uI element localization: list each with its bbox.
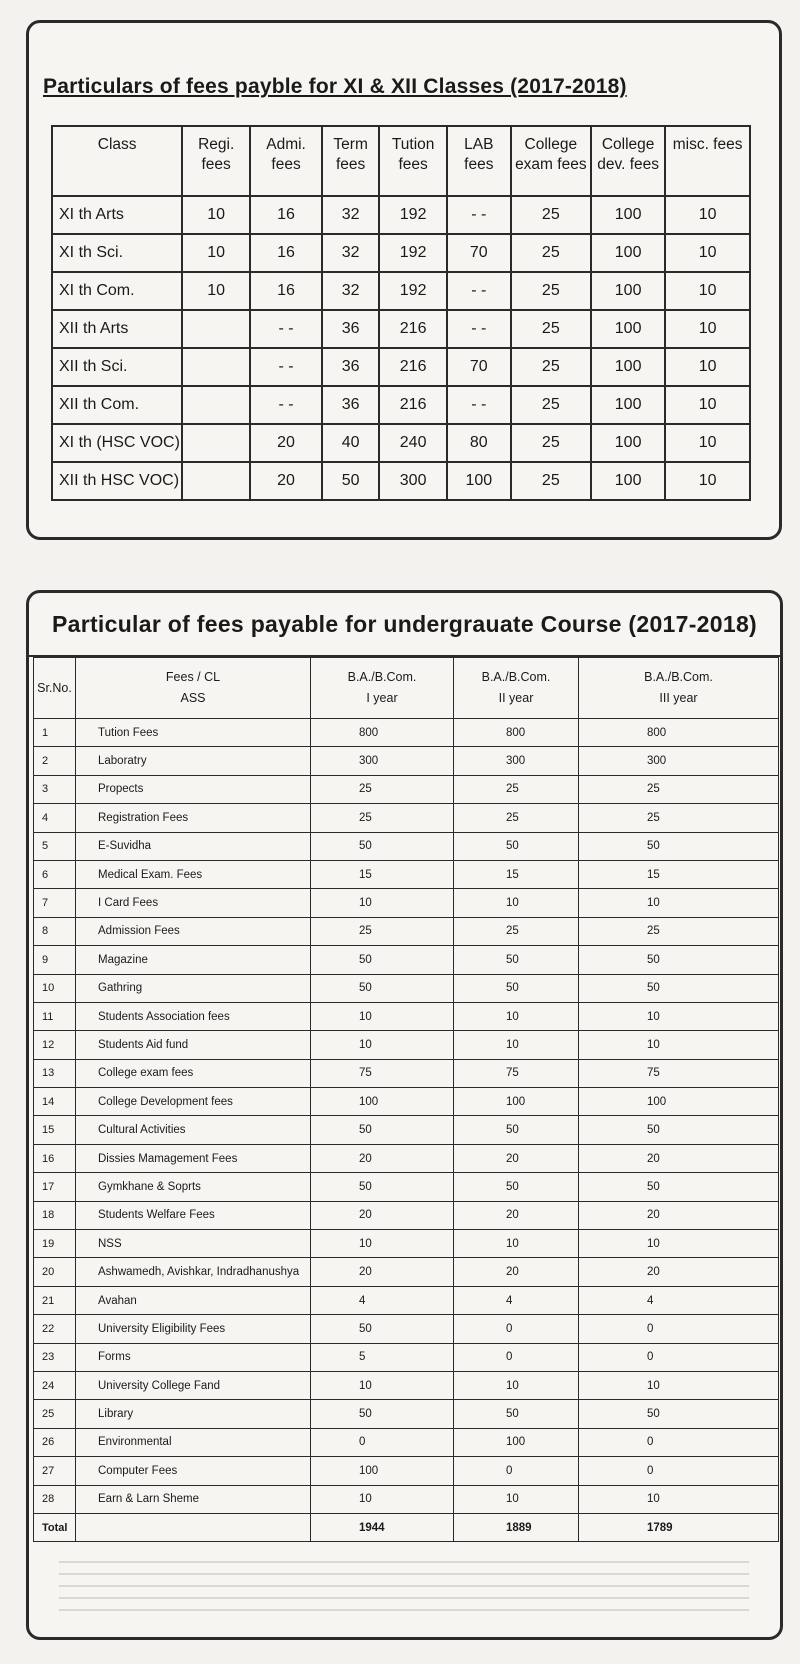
table-row <box>34 860 779 888</box>
fee-cell: 100 <box>591 234 665 272</box>
table-row <box>34 1258 779 1286</box>
fee-cell: 10 <box>665 234 750 272</box>
class-name-cell: XII th Arts <box>52 310 182 348</box>
fees-class-header-line1: Fees / CL <box>165 670 221 684</box>
fee-name-cell: Tution Fees <box>76 719 311 747</box>
fee-cell: 25 <box>511 196 591 234</box>
second-year-cell: 75 <box>454 1059 579 1087</box>
second-year-cell: 50 <box>454 1400 579 1428</box>
second-year-cell: 50 <box>454 832 579 860</box>
fee-cell <box>182 348 250 386</box>
table-row <box>52 386 750 424</box>
fee-cell: 25 <box>511 348 591 386</box>
third-year-header <box>579 658 779 719</box>
fee-cell: - - <box>250 386 322 424</box>
ug-fees-title: Particular of fees payable for undergrauate Course (2017-2018) <box>51 611 758 637</box>
table-row <box>34 1457 779 1485</box>
fee-cell: 192 <box>379 272 447 310</box>
total-cell <box>76 1513 311 1541</box>
second-year-cell: 0 <box>454 1315 579 1343</box>
fee-name-cell: Laboratry <box>76 747 311 775</box>
first-year-cell: 4 <box>311 1286 454 1314</box>
fee-cell: 10 <box>665 196 750 234</box>
table-row <box>34 1315 779 1343</box>
fee-cell: 192 <box>379 196 447 234</box>
third-year-cell: 15 <box>579 860 779 888</box>
fee-name-cell: Earn & Larn Sheme <box>76 1485 311 1513</box>
fee-cell: - - <box>250 348 322 386</box>
fee-name-cell: College exam fees <box>76 1059 311 1087</box>
second-year-cell: 25 <box>454 804 579 832</box>
second-year-cell: 25 <box>454 917 579 945</box>
fee-cell: 10 <box>665 424 750 462</box>
first-year-header-line2: I year <box>366 691 398 705</box>
fee-cell: 10 <box>665 272 750 310</box>
class-name-cell: XII th HSC VOC) <box>52 462 182 500</box>
first-year-cell: 50 <box>311 974 454 1002</box>
fee-name-cell: University Eligibility Fees <box>76 1315 311 1343</box>
fee-name-cell: Cultural Activities <box>76 1116 311 1144</box>
sr-no-cell: 17 <box>34 1173 76 1201</box>
fee-cell: 16 <box>250 272 322 310</box>
first-year-header <box>311 658 454 719</box>
fee-cell: 36 <box>322 310 379 348</box>
sr-no-cell: 4 <box>34 804 76 832</box>
second-year-header-line1: B.A./B.Com. <box>481 670 551 684</box>
xi-xii-fees-table <box>51 125 751 501</box>
table-row <box>34 1343 779 1371</box>
first-year-cell: 10 <box>311 889 454 917</box>
fee-cell: 10 <box>182 196 250 234</box>
first-year-cell: 20 <box>311 1144 454 1172</box>
third-year-cell: 10 <box>579 1002 779 1030</box>
third-year-cell: 75 <box>579 1059 779 1087</box>
sr-no-cell: 10 <box>34 974 76 1002</box>
fee-cell: 20 <box>250 424 322 462</box>
third-year-cell: 10 <box>579 1031 779 1059</box>
fee-cell: - - <box>447 272 511 310</box>
xi-xii-header-cell: LAB fees <box>447 126 511 196</box>
sr-no-cell: 14 <box>34 1088 76 1116</box>
fee-cell: 10 <box>665 462 750 500</box>
second-year-cell: 10 <box>454 1002 579 1030</box>
sr-no-cell: 8 <box>34 917 76 945</box>
second-year-cell: 800 <box>454 719 579 747</box>
third-year-cell: 50 <box>579 974 779 1002</box>
xi-xii-header-cell: Class <box>52 126 182 196</box>
sr-no-cell: 20 <box>34 1258 76 1286</box>
table-row <box>52 348 750 386</box>
first-year-cell: 100 <box>311 1088 454 1116</box>
fee-name-cell: Environmental <box>76 1428 311 1456</box>
class-name-cell: XI th Sci. <box>52 234 182 272</box>
fee-cell: 100 <box>591 196 665 234</box>
fee-cell: 40 <box>322 424 379 462</box>
fee-cell: 100 <box>591 424 665 462</box>
fee-name-cell: University College Fand <box>76 1371 311 1399</box>
fee-name-cell: I Card Fees <box>76 889 311 917</box>
fee-cell: 216 <box>379 386 447 424</box>
fee-name-cell: Medical Exam. Fees <box>76 860 311 888</box>
first-year-cell: 50 <box>311 1315 454 1343</box>
fee-cell: 25 <box>511 272 591 310</box>
table-row <box>34 719 779 747</box>
total-row <box>34 1513 779 1541</box>
second-year-header-line2: II year <box>498 691 534 705</box>
fees-class-header <box>76 658 311 719</box>
fee-name-cell: Library <box>76 1400 311 1428</box>
second-year-cell: 50 <box>454 1173 579 1201</box>
table-row <box>34 1371 779 1399</box>
table-row <box>34 1116 779 1144</box>
fee-cell <box>182 386 250 424</box>
table-row <box>34 1230 779 1258</box>
table-row <box>52 424 750 462</box>
table-row <box>34 1400 779 1428</box>
sr-no-cell: 3 <box>34 775 76 803</box>
xi-xii-fees-panel <box>26 20 782 540</box>
table-row <box>34 889 779 917</box>
third-year-cell: 25 <box>579 775 779 803</box>
second-year-cell: 50 <box>454 1116 579 1144</box>
sr-no-header: Sr.No. <box>34 658 76 719</box>
fee-cell: 25 <box>511 386 591 424</box>
second-year-cell: 100 <box>454 1428 579 1456</box>
third-year-cell: 10 <box>579 889 779 917</box>
xi-xii-header-cell: misc. fees <box>665 126 750 196</box>
sr-no-cell: 12 <box>34 1031 76 1059</box>
second-year-cell: 10 <box>454 1371 579 1399</box>
fee-cell: 300 <box>379 462 447 500</box>
fee-name-cell: Gathring <box>76 974 311 1002</box>
first-year-cell: 800 <box>311 719 454 747</box>
total-cell: 1944 <box>311 1513 454 1541</box>
third-year-header-line1: B.A./B.Com. <box>644 670 713 684</box>
first-year-cell: 100 <box>311 1457 454 1485</box>
first-year-cell: 50 <box>311 1173 454 1201</box>
fee-cell: - - <box>447 310 511 348</box>
first-year-cell: 10 <box>311 1371 454 1399</box>
fee-cell: 100 <box>591 348 665 386</box>
first-year-cell: 10 <box>311 1485 454 1513</box>
second-year-cell: 10 <box>454 889 579 917</box>
fee-cell: 32 <box>322 196 379 234</box>
ug-fees-panel <box>26 590 783 1640</box>
xi-xii-fees-title: Particulars of fees payble for XI & XII Classes (2017-2018) <box>43 75 627 98</box>
fee-cell: 25 <box>511 310 591 348</box>
first-year-cell: 10 <box>311 1230 454 1258</box>
fee-cell: 10 <box>665 348 750 386</box>
third-year-cell: 20 <box>579 1144 779 1172</box>
fee-cell: 100 <box>447 462 511 500</box>
table-row <box>52 234 750 272</box>
table-row <box>34 1201 779 1229</box>
second-year-cell: 100 <box>454 1088 579 1116</box>
third-year-cell: 100 <box>579 1088 779 1116</box>
fee-cell: 20 <box>250 462 322 500</box>
third-year-cell: 25 <box>579 804 779 832</box>
table-row <box>34 1059 779 1087</box>
third-year-cell: 800 <box>579 719 779 747</box>
table-row <box>34 747 779 775</box>
fee-name-cell: Admission Fees <box>76 917 311 945</box>
sr-no-cell: 1 <box>34 719 76 747</box>
fee-cell: 216 <box>379 348 447 386</box>
xi-xii-header-row <box>52 126 750 196</box>
table-row <box>34 1144 779 1172</box>
table-row <box>34 974 779 1002</box>
sr-no-cell: 16 <box>34 1144 76 1172</box>
sr-no-cell: 15 <box>34 1116 76 1144</box>
third-year-cell: 50 <box>579 832 779 860</box>
second-year-cell: 15 <box>454 860 579 888</box>
class-name-cell: XI th Arts <box>52 196 182 234</box>
first-year-cell: 25 <box>311 775 454 803</box>
fee-name-cell: Registration Fees <box>76 804 311 832</box>
xi-xii-header-cell: Admi. fees <box>250 126 322 196</box>
first-year-cell: 5 <box>311 1343 454 1371</box>
fees-class-header-line2: ASS <box>180 691 206 705</box>
second-year-cell: 10 <box>454 1230 579 1258</box>
second-year-cell: 4 <box>454 1286 579 1314</box>
sr-no-cell: 2 <box>34 747 76 775</box>
first-year-cell: 10 <box>311 1031 454 1059</box>
sr-no-cell: 9 <box>34 946 76 974</box>
second-year-cell: 20 <box>454 1201 579 1229</box>
table-row <box>52 196 750 234</box>
fee-cell: 70 <box>447 234 511 272</box>
table-row <box>34 1173 779 1201</box>
sr-no-cell: 25 <box>34 1400 76 1428</box>
fee-cell: 16 <box>250 234 322 272</box>
fee-name-cell: Gymkhane & Soprts <box>76 1173 311 1201</box>
table-row <box>34 1428 779 1456</box>
third-year-cell: 10 <box>579 1230 779 1258</box>
first-year-cell: 25 <box>311 917 454 945</box>
fee-name-cell: College Development fees <box>76 1088 311 1116</box>
fee-name-cell: Ashwamedh, Avishkar, Indradhanushya <box>76 1258 311 1286</box>
fee-cell: 100 <box>591 310 665 348</box>
sr-no-cell: 26 <box>34 1428 76 1456</box>
first-year-cell: 15 <box>311 860 454 888</box>
first-year-cell: 25 <box>311 804 454 832</box>
fee-cell: 10 <box>665 386 750 424</box>
fee-name-cell: Propects <box>76 775 311 803</box>
table-row <box>34 1286 779 1314</box>
third-year-header-line2: III year <box>659 691 698 705</box>
first-year-cell: 75 <box>311 1059 454 1087</box>
fee-name-cell: Students Association fees <box>76 1002 311 1030</box>
first-year-header-line1: B.A./B.Com. <box>347 670 417 684</box>
fee-cell <box>182 310 250 348</box>
fee-cell: - - <box>447 196 511 234</box>
third-year-cell: 50 <box>579 1173 779 1201</box>
fee-name-cell: Forms <box>76 1343 311 1371</box>
first-year-cell: 0 <box>311 1428 454 1456</box>
sr-no-cell: 18 <box>34 1201 76 1229</box>
fee-name-cell: Students Aid fund <box>76 1031 311 1059</box>
total-cell: 1789 <box>579 1513 779 1541</box>
fee-cell: 10 <box>182 234 250 272</box>
fee-cell: - - <box>250 310 322 348</box>
fee-cell: 70 <box>447 348 511 386</box>
third-year-cell: 20 <box>579 1258 779 1286</box>
fee-cell: 80 <box>447 424 511 462</box>
first-year-cell: 300 <box>311 747 454 775</box>
fee-cell: 25 <box>511 462 591 500</box>
xi-xii-header-cell: Regi. fees <box>182 126 250 196</box>
fee-name-cell: Avahan <box>76 1286 311 1314</box>
third-year-cell: 25 <box>579 917 779 945</box>
fee-cell: 100 <box>591 462 665 500</box>
fee-cell: 100 <box>591 272 665 310</box>
second-year-cell: 0 <box>454 1457 579 1485</box>
first-year-cell: 20 <box>311 1258 454 1286</box>
sr-no-cell: 6 <box>34 860 76 888</box>
table-row <box>34 804 779 832</box>
table-row <box>34 1031 779 1059</box>
sr-no-cell: 28 <box>34 1485 76 1513</box>
fee-cell: 32 <box>322 272 379 310</box>
sr-no-cell: 19 <box>34 1230 76 1258</box>
fee-cell: 100 <box>591 386 665 424</box>
second-year-header <box>454 658 579 719</box>
fee-cell: 240 <box>379 424 447 462</box>
ug-fees-table <box>33 657 779 1542</box>
third-year-cell: 50 <box>579 1116 779 1144</box>
second-year-cell: 10 <box>454 1031 579 1059</box>
sr-no-cell: 24 <box>34 1371 76 1399</box>
fee-cell: 32 <box>322 234 379 272</box>
total-cell: 1889 <box>454 1513 579 1541</box>
class-name-cell: XII th Com. <box>52 386 182 424</box>
second-year-cell: 25 <box>454 775 579 803</box>
fee-cell: 16 <box>250 196 322 234</box>
table-row <box>34 917 779 945</box>
table-row <box>34 1088 779 1116</box>
class-name-cell: XI th Com. <box>52 272 182 310</box>
class-name-cell: XII th Sci. <box>52 348 182 386</box>
xi-xii-header-cell: Term fees <box>322 126 379 196</box>
second-year-cell: 0 <box>454 1343 579 1371</box>
third-year-cell: 20 <box>579 1201 779 1229</box>
third-year-cell: 0 <box>579 1315 779 1343</box>
table-row <box>52 462 750 500</box>
fee-cell: 36 <box>322 386 379 424</box>
faded-background-text <box>59 1551 749 1611</box>
fee-cell: 25 <box>511 234 591 272</box>
fee-name-cell: Dissies Mamagement Fees <box>76 1144 311 1172</box>
first-year-cell: 50 <box>311 1116 454 1144</box>
table-row <box>52 272 750 310</box>
class-name-cell: XI th (HSC VOC) <box>52 424 182 462</box>
sr-no-cell: 13 <box>34 1059 76 1087</box>
second-year-cell: 50 <box>454 946 579 974</box>
fee-name-cell: Magazine <box>76 946 311 974</box>
third-year-cell: 50 <box>579 1400 779 1428</box>
sr-no-cell: 5 <box>34 832 76 860</box>
second-year-cell: 20 <box>454 1258 579 1286</box>
table-row <box>34 946 779 974</box>
third-year-cell: 10 <box>579 1371 779 1399</box>
fee-cell: 216 <box>379 310 447 348</box>
third-year-cell: 0 <box>579 1428 779 1456</box>
first-year-cell: 50 <box>311 832 454 860</box>
fee-cell: 36 <box>322 348 379 386</box>
fee-cell: 50 <box>322 462 379 500</box>
fee-cell: 10 <box>665 310 750 348</box>
third-year-cell: 50 <box>579 946 779 974</box>
first-year-cell: 50 <box>311 946 454 974</box>
xi-xii-header-cell: College exam fees <box>511 126 591 196</box>
fee-cell: 192 <box>379 234 447 272</box>
third-year-cell: 0 <box>579 1457 779 1485</box>
total-label: Total <box>34 1513 76 1541</box>
second-year-cell: 50 <box>454 974 579 1002</box>
first-year-cell: 50 <box>311 1400 454 1428</box>
fee-name-cell: Students Welfare Fees <box>76 1201 311 1229</box>
fee-cell <box>182 424 250 462</box>
sr-no-cell: 23 <box>34 1343 76 1371</box>
ug-header-row <box>34 658 779 719</box>
fee-cell: 25 <box>511 424 591 462</box>
first-year-cell: 20 <box>311 1201 454 1229</box>
second-year-cell: 10 <box>454 1485 579 1513</box>
sr-no-cell: 7 <box>34 889 76 917</box>
third-year-cell: 0 <box>579 1343 779 1371</box>
sr-no-cell: 11 <box>34 1002 76 1030</box>
table-row <box>34 1485 779 1513</box>
xi-xii-header-cell: College dev. fees <box>591 126 665 196</box>
sr-no-cell: 21 <box>34 1286 76 1314</box>
fee-name-cell: E-Suvidha <box>76 832 311 860</box>
fee-cell <box>182 462 250 500</box>
fee-name-cell: NSS <box>76 1230 311 1258</box>
table-row <box>34 1002 779 1030</box>
fee-cell: 10 <box>182 272 250 310</box>
table-row <box>34 775 779 803</box>
third-year-cell: 300 <box>579 747 779 775</box>
fee-cell: - - <box>447 386 511 424</box>
first-year-cell: 10 <box>311 1002 454 1030</box>
second-year-cell: 20 <box>454 1144 579 1172</box>
xi-xii-header-cell: Tution fees <box>379 126 447 196</box>
table-row <box>52 310 750 348</box>
sr-no-cell: 22 <box>34 1315 76 1343</box>
third-year-cell: 10 <box>579 1485 779 1513</box>
fee-name-cell: Computer Fees <box>76 1457 311 1485</box>
third-year-cell: 4 <box>579 1286 779 1314</box>
sr-no-cell: 27 <box>34 1457 76 1485</box>
table-row <box>34 832 779 860</box>
second-year-cell: 300 <box>454 747 579 775</box>
